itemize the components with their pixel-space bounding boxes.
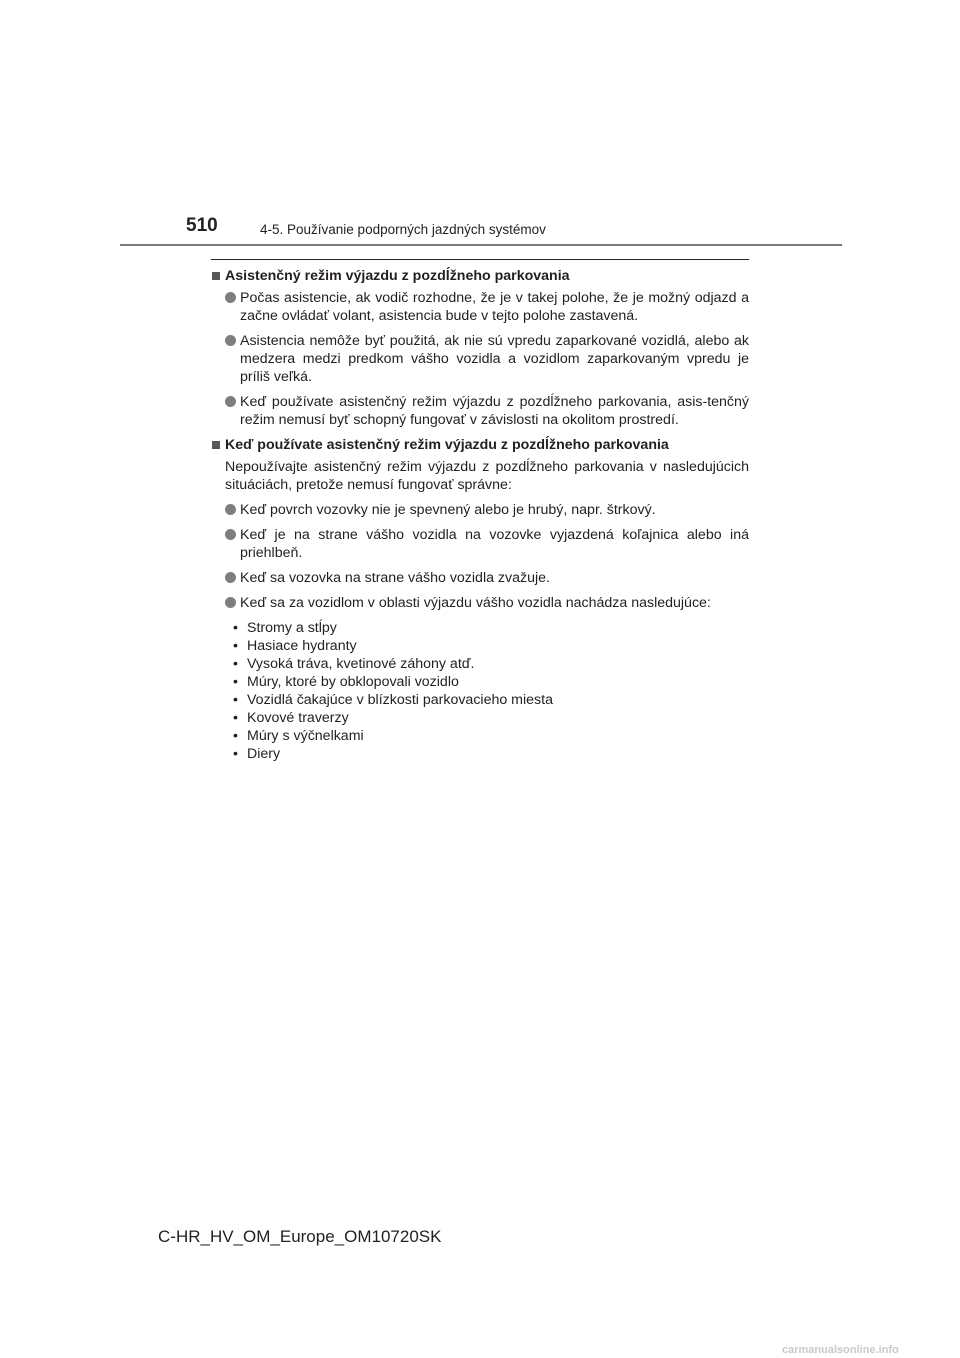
square-bullet-icon [212,272,220,280]
list-item [211,332,749,386]
circle-bullet-icon [225,292,236,303]
dot-bullet-icon: • [233,710,238,726]
list-item [211,501,749,519]
document-code: C-HR_HV_OM_Europe_OM10720SK [158,1227,442,1246]
list-item-text: Počas asistencie, ak vodič rozhodne, že je v takej polohe, že je možný odjazd a začne ovládať volant, asistencia bude v tejto polohe zastavená. [240,290,749,324]
sub-list-item-text: Hasiace hydranty [247,638,357,654]
sub-list-item-text: Vysoká tráva, kvetinové záhony atď. [247,656,475,672]
circle-bullet-icon [225,504,236,515]
dot-bullet-icon: • [233,638,238,654]
list-item-text: Asistencia nemôže byť použitá, ak nie sú vpredu zaparkované vozidlá, alebo ak medzera medzi predkom vášho vozidla a vozidlom zaparkovaným vpredu je príliš veľká. [240,333,749,385]
dot-bullet-icon: • [233,692,238,708]
circle-bullet-icon [225,396,236,407]
intro-paragraph: Nepoužívajte asistenčný režim výjazdu z pozdĺžneho parkovania v nasledujúcich situáciách, pretože nemusí fungovať správne: [225,459,749,493]
sub-list-item-text: Múry s výčnelkami [247,728,364,744]
list-item-text: Keď používate asistenčný režim výjazdu z pozdĺžneho parkovania, asis-tenčný režim nemusí byť schopný fungovať v závislosti na okolitom prostredí. [240,394,749,428]
sub-list-item-text: Diery [247,746,281,762]
circle-bullet-icon [225,572,236,583]
sub-list-item-text: Vozidlá čakajúce v blízkosti parkovacieho miesta [247,692,553,708]
section-heading-text: Asistenčný režim výjazdu z pozdĺžneho parkovania [225,268,570,284]
sub-list-item [233,655,749,673]
sub-list-item [233,727,749,745]
list-item [211,393,749,429]
watermark-link[interactable]: carmanualsonline.info [782,1344,899,1356]
dot-bullet-icon: • [233,674,238,690]
circle-bullet-icon [225,597,236,608]
obstacle-list [233,619,749,763]
sub-list-item-text: Múry, ktoré by obklopovali vozidlo [247,674,459,690]
dot-bullet-icon: • [233,656,238,672]
sub-list-item-text: Kovové traverzy [247,710,349,726]
list-item-text: Keď povrch vozovky nie je spevnený alebo je hrubý, napr. štrkový. [240,502,656,518]
list-item-text: Keď sa za vozidlom v oblasti výjazdu vášho vozidla nachádza nasledujúce: [240,595,711,611]
sub-list-item [233,691,749,709]
sub-list-item [233,745,749,763]
sub-list-item [233,709,749,727]
page-number: 510 [186,215,218,236]
list-item-text: Keď je na strane vášho vozidla na vozovke vyjazdená koľajnica alebo iná priehlbeň. [240,527,749,561]
dot-bullet-icon: • [233,746,238,762]
square-bullet-icon [212,441,220,449]
list-item [211,289,749,325]
list-item [211,526,749,562]
sub-list-item [233,619,749,637]
section-heading-2 [211,436,749,454]
page-content [211,259,749,763]
section-heading-1 [211,267,749,285]
list-item [211,569,749,587]
section-heading-text: Keď používate asistenčný režim výjazdu z pozdĺžneho parkovania [225,437,669,453]
sub-list-item [233,637,749,655]
sub-list-item [233,673,749,691]
chapter-title: 4-5. Používanie podporných jazdných systémov [260,222,546,237]
list-item [211,594,749,612]
list-item-text: Keď sa vozovka na strane vášho vozidla zvažuje. [240,570,550,586]
dot-bullet-icon: • [233,728,238,744]
dot-bullet-icon: • [233,620,238,636]
sub-list-item-text: Stromy a stĺpy [247,620,337,636]
circle-bullet-icon [225,529,236,540]
circle-bullet-icon [225,335,236,346]
header-rule [120,244,842,246]
